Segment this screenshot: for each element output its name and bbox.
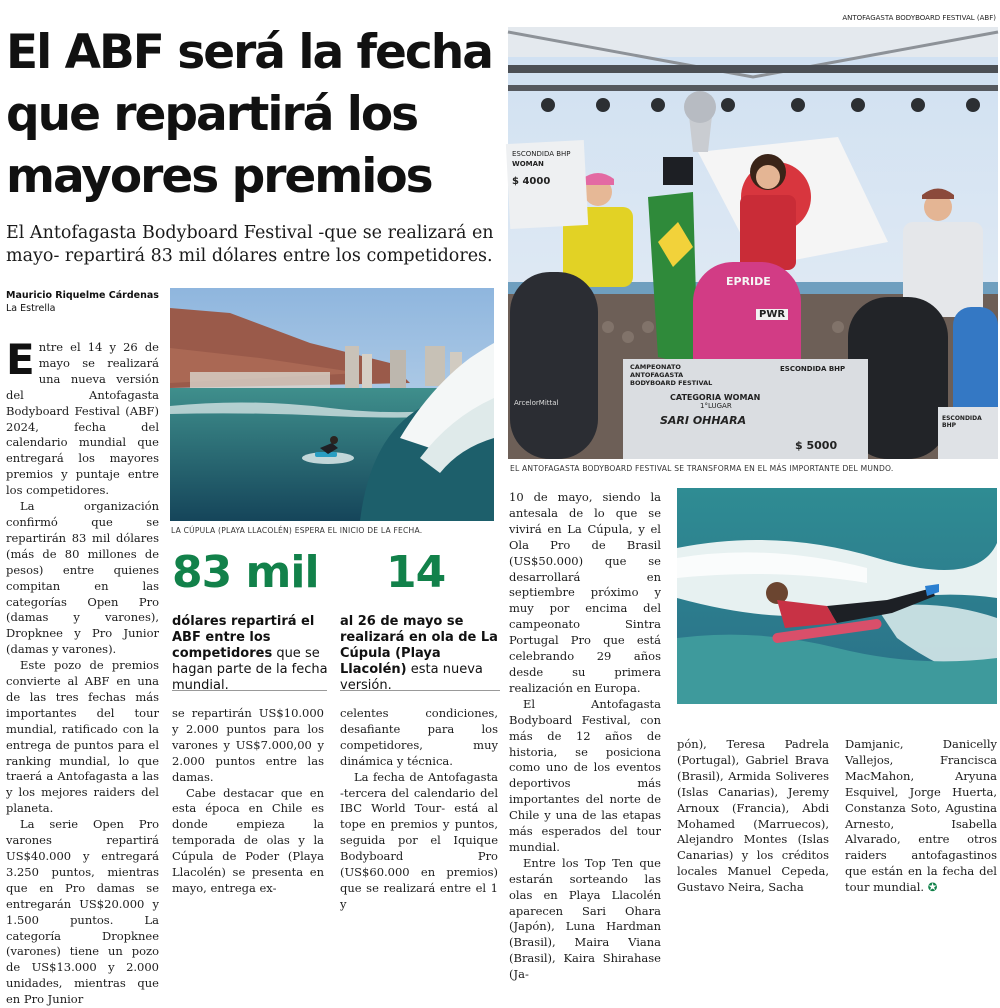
- check-category: CATEGORIA WOMAN: [670, 393, 761, 402]
- podium-photo-caption: EL ANTOFAGASTA BODYBOARD FESTIVAL SE TRANSFORMA EN EL MÁS IMPORTANTE DEL MUNDO.: [510, 464, 894, 473]
- check-amount: $ 5000: [795, 439, 838, 452]
- byline: [6, 289, 166, 315]
- bodyboarder-photo-illustration: [677, 488, 997, 704]
- check-winner-name: SARI OHHARA: [660, 414, 747, 427]
- check-place: 1°LUGAR: [700, 402, 732, 410]
- paragraph: Damjanic, Danicelly Vallejos, Francisca MacMahon, Aryuna Esquivel, Jorge Huerta, Constanza Soto, Agustina Arnesto, Isabella Alvarado, entre otros raiders antofagastinos que están en la fecha del tour mundial. ✪: [845, 737, 997, 895]
- check-right-sponsor: ESCONDIDA BHP: [942, 415, 982, 429]
- check-left-amount: $ 4000: [512, 176, 551, 187]
- publication-name: La Estrella: [6, 303, 56, 314]
- wave-photo-caption: LA CÚPULA (PLAYA LLACOLÉN) ESPERA EL INICIO DE LA FECHA.: [171, 526, 423, 535]
- check-sponsor: ESCONDIDA BHP: [780, 365, 846, 373]
- check-left-category: WOMAN: [512, 160, 544, 168]
- article-column-6: [845, 737, 997, 895]
- dropcap: E: [6, 335, 35, 384]
- subheadline: El Antofagasta Bodyboard Festival -que se realizará en mayo- repartirá 83 mil dólares entre los competidores.: [6, 223, 494, 266]
- article-column-4: [509, 490, 661, 982]
- paragraph: Entre el 14 y 26 de mayo se realizará una nueva versión del Antofagasta Bodyboard Festival (ABF) 2024, fecha del calendario mundial que entregará los mayores premios y puntaje entre los competidores.: [6, 335, 159, 498]
- podium-photo: [508, 27, 998, 459]
- article-column-5: [677, 737, 829, 895]
- fact-number-date: 14: [386, 547, 446, 598]
- end-mark-icon: ✪: [927, 880, 938, 895]
- paragraph: pón), Teresa Padrela (Portugal), Gabriel Brava (Brasil), Armida Soliveres (Islas Canarias), Jeremy Arnoux (Francia), Abdi Mohamed (Marruecos), Alejandro Montes (Islas Canarias) y los créditos locales Manuel Cepeda, Gustavo Neira, Sacha: [677, 737, 829, 895]
- paragraph: El Antofagasta Bodyboard Festival, con más de 12 años de historia, se posiciona como uno de los eventos deportivos más importantes del norte de Chile y una de las etapas más esperados del tour mundial.: [509, 696, 661, 854]
- article-column-1: [6, 335, 159, 1007]
- paragraph: Este pozo de premios convierte al ABF en una de las tres fechas más importantes del tour mundial, ratificado con la entrega de puntos para el ranking mundial, lo que traerá a Antofagasta a las y los mejores raiders del planeta.: [6, 658, 159, 816]
- wave-photo: [170, 288, 494, 521]
- check-left-sponsor: ESCONDIDA BHP: [512, 150, 571, 158]
- author-name: Mauricio Riquelme Cárdenas: [6, 290, 159, 301]
- board-brand-pwr: PWR: [756, 309, 788, 320]
- board-brand-epride: EPRIDE: [726, 275, 771, 288]
- paragraph: La fecha de Antofagasta -tercera del calendario del IBC World Tour- está al tope en premios y puntos, seguida por el Iquique Bodyboard Pro (US$60.000 en premios) que se realizará entre el 1 y: [340, 769, 498, 911]
- board-brand-arcelormittal: ArcelorMittal: [514, 399, 559, 407]
- paragraph: Entre los Top Ten que estarán sorteando las olas en Playa Llacolén aparecen Sari Ohara (Japón), Luna Hardman (Brasil), Maira Viana (Brasil), Kaira Shirahase (Ja-: [509, 855, 661, 982]
- paragraph: se repartirán US$10.000 y 2.000 puntos para los varones y US$7.000,00 y 2.000 puntos entre las damas.: [172, 706, 324, 784]
- wave-photo-illustration: [170, 288, 494, 521]
- fact-divider: [172, 690, 327, 691]
- bodyboarder-photo: [677, 488, 997, 704]
- paragraph: celentes condiciones, desafiante para los competidores, muy dinámica y técnica.: [340, 706, 498, 768]
- fact-number-prize: 83 mil: [172, 547, 319, 598]
- fact-date-text: al 26 de mayo se realizará en ola de La Cúpula (Playa Llacolén) esta nueva versión.: [340, 614, 498, 693]
- podium-photo-credit: ANTOFAGASTA BODYBOARD FESTIVAL (ABF): [842, 14, 996, 22]
- article-column-2: [172, 706, 324, 895]
- paragraph: La organización confirmó que se repartirán 83 mil dólares (más de 80 millones de pesos) entre quienes compitan en las categorías Open Pro (damas y varones), Dropknee y Pro Junior (damas y varones).: [6, 499, 159, 657]
- paragraph: La serie Open Pro varones repartirá US$40.000 y entregará 3.250 puntos, mientras que en Pro damas se entregarán US$20.000 y 1.500 puntos. La categoría Dropknee (varones) tiene un pozo de US$13.000 y 2.000 unidades, mientras que en Pro Junior: [6, 817, 159, 1007]
- paragraph: Cabe destacar que en esta época en Chile es donde empieza la temporada de olas y la Cúpula de Poder (Playa Llacolén) se presenta en mayo, entrega ex-: [172, 785, 324, 895]
- headline: El ABF será la fecha que repartirá los mayores premios: [6, 25, 492, 204]
- check-title: CAMPEONATO ANTOFAGASTA BODYBOARD FESTIVAL: [630, 363, 713, 387]
- fact-prize-text: dólares repartirá el ABF entre los competidores que se hagan parte de la fecha mundial.: [172, 614, 328, 693]
- fact-divider: [340, 690, 500, 691]
- article-column-3: [340, 706, 498, 911]
- paragraph: 10 de mayo, siendo la antesala de lo que se vivirá en La Cúpula, y el Ola Pro de Brasil (US$50.000) que se desarrollará en septiembre próximo y muy por encima del campeonato Sintra Portugal Pro que está celebrando 29 años desde su primera realización en Europa.: [509, 490, 661, 695]
